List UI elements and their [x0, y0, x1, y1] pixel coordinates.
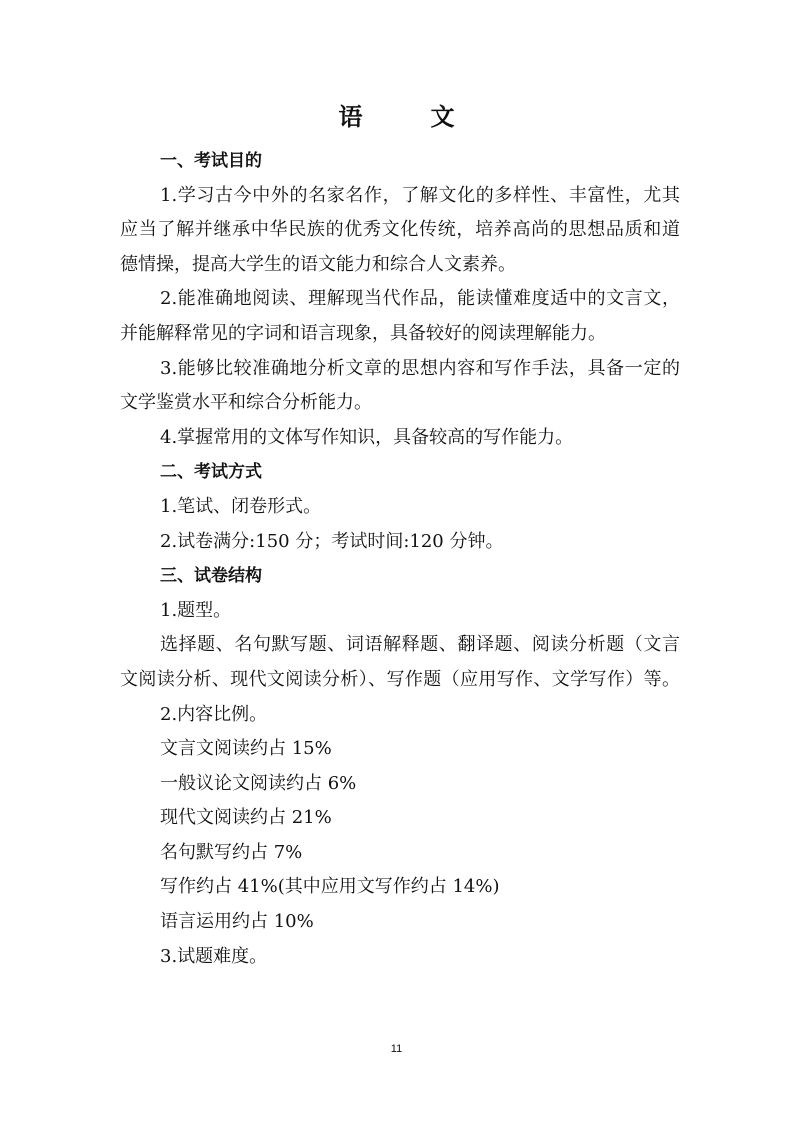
paragraph-line: 现代文阅读约占 21%: [160, 807, 332, 829]
paragraph-line: 写作约占 41%(其中应用文写作约占 14%): [160, 876, 500, 898]
paragraph-line: 3.试题难度。: [160, 945, 268, 967]
document-body: [120, 144, 680, 974]
paragraph-line: 文学鉴赏水平和综合分析能力。: [120, 392, 372, 414]
paragraph-line: 德情操，提高大学生的语文能力和综合人文素养。: [120, 253, 516, 275]
paragraph-line: 应当了解并继承中华民族的优秀文化传统，培养高尚的思想品质和道: [120, 219, 680, 241]
paragraph-line: 选择题、名句默写题、词语解释题、翻译题、阅读分析题（文言: [160, 634, 680, 656]
section-heading: 一、考试目的: [160, 151, 262, 171]
section-heading: 三、试卷结构: [160, 566, 262, 587]
section-heading: 二、考试方式: [160, 462, 262, 483]
paragraph-line: 4.掌握常用的文体写作知识，具备较高的写作能力。: [160, 426, 574, 448]
paragraph-line: 1.题型。: [160, 599, 232, 621]
paragraph-line: 2.试卷满分:150 分；考试时间:120 分钟。: [160, 530, 504, 552]
paragraph-line: 一般议论文阅读约占 6%: [160, 772, 357, 794]
page-title: 语 文: [338, 103, 477, 131]
paragraph-line: 并能解释常见的字词和语言现象，具备较好的阅读理解能力。: [120, 322, 606, 344]
paragraph-line: 2.能准确地阅读、理解现当代作品，能读懂难度适中的文言文，: [160, 288, 680, 310]
paragraph-line: 语言运用约占 10%: [160, 911, 314, 933]
paragraph-line: 文阅读分析、现代文阅读分析）、写作题（应用写作、文学写作）等。: [120, 668, 680, 690]
page-number: 11: [390, 1043, 403, 1055]
paragraph-line: 2.内容比例。: [160, 703, 268, 725]
paragraph-line: 1.学习古今中外的名家名作，了解文化的多样性、丰富性，尤其: [160, 184, 680, 206]
paragraph-line: 3.能够比较准确地分析文章的思想内容和写作手法，具备一定的: [160, 357, 680, 379]
paragraph-line: 1.笔试、闭卷形式。: [160, 495, 322, 517]
paragraph-line: 名句默写约占 7%: [160, 841, 303, 863]
paragraph-line: 文言文阅读约占 15%: [160, 738, 332, 760]
